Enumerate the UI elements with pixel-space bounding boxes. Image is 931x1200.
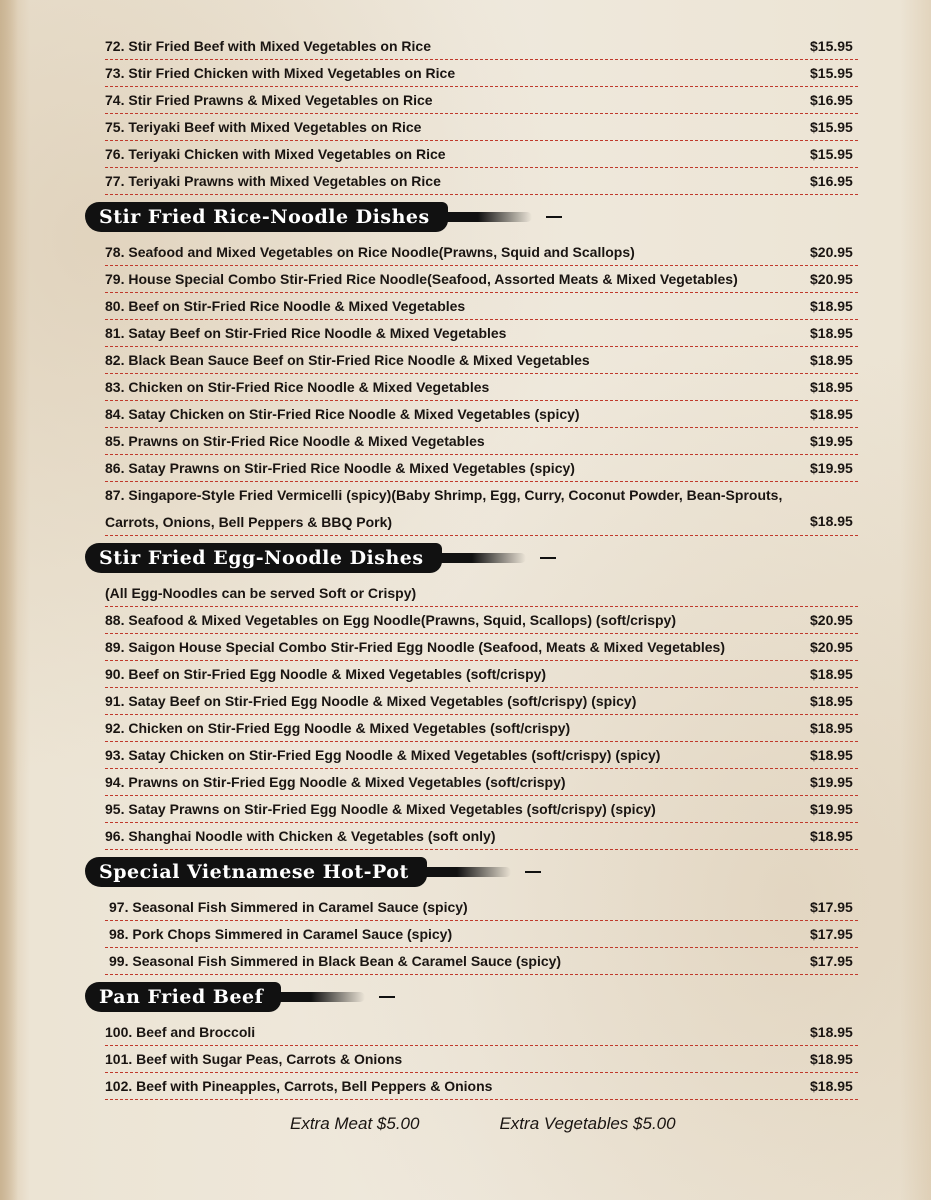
menu-item-name: 94. Prawns on Stir-Fried Egg Noodle & Mixed Vegetables (soft/crispy) (105, 774, 566, 790)
menu-item (105, 239, 858, 266)
menu-item-price: $18.95 (810, 406, 853, 422)
menu-item-name: 76. Teriyaki Chicken with Mixed Vegetables on Rice (105, 146, 446, 162)
menu-item (105, 60, 858, 87)
menu-item (105, 948, 858, 975)
menu-item (105, 688, 858, 715)
section-note (105, 580, 858, 607)
menu-item (105, 266, 858, 293)
menu-item (105, 401, 858, 428)
menu-item-price: $15.95 (810, 146, 853, 162)
menu-item (105, 769, 858, 796)
menu-item-name: 74. Stir Fried Prawns & Mixed Vegetables on Rice (105, 92, 433, 108)
menu-item (105, 455, 858, 482)
section-title: Special Vietnamese Hot-Pot (99, 861, 409, 883)
menu-item-name: 93. Satay Chicken on Stir-Fried Egg Noodle & Mixed Vegetables (soft/crispy) (spicy) (105, 747, 661, 763)
menu-item-price: $20.95 (810, 271, 853, 287)
menu-item (105, 796, 858, 823)
extras-line (290, 1114, 790, 1134)
extra-meat-text: Extra Meat $5.00 (290, 1114, 420, 1133)
section-title: Pan Fried Beef (99, 986, 264, 1008)
menu-item-price: $19.95 (810, 774, 853, 790)
brush-dash (546, 216, 562, 218)
menu-item (105, 1046, 858, 1073)
menu-item-name: 91. Satay Beef on Stir-Fried Egg Noodle & Mixed Vegetables (soft/crispy) (spicy) (105, 693, 637, 709)
menu-item-price: $20.95 (810, 612, 853, 628)
menu-item-price: $15.95 (810, 65, 853, 81)
menu-item-name: 86. Satay Prawns on Stir-Fried Rice Noodle & Mixed Vegetables (spicy) (105, 460, 575, 476)
menu-item (105, 742, 858, 769)
paper-edge (0, 0, 18, 1200)
menu-item-name: 87. Singapore-Style Fried Vermicelli (spicy)(Baby Shrimp, Egg, Curry, Coconut Powder, Bean-Sprouts, Carrots, Onions, Bell Peppers & BBQ Pork) (105, 487, 783, 530)
menu-item-price: $16.95 (810, 173, 853, 189)
menu-item-name: 75. Teriyaki Beef with Mixed Vegetables on Rice (105, 119, 422, 135)
menu-section (105, 33, 858, 195)
brush-streak (275, 992, 365, 1002)
menu-item (105, 428, 858, 455)
menu-item-price: $20.95 (810, 244, 853, 260)
menu-item (105, 482, 858, 536)
menu-section (99, 850, 858, 975)
menu-item-price: $18.95 (810, 1078, 853, 1094)
section-banner (85, 857, 427, 887)
menu-item-name: 95. Satay Prawns on Stir-Fried Egg Noodle & Mixed Vegetables (soft/crispy) (spicy) (105, 801, 656, 817)
menu-item (105, 823, 858, 850)
menu-item-name: 81. Satay Beef on Stir-Fried Rice Noodle & Mixed Vegetables (105, 325, 507, 341)
menu-item-name: 85. Prawns on Stir-Fried Rice Noodle & Mixed Vegetables (105, 433, 485, 449)
brush-streak (442, 212, 532, 222)
menu-item-price: $18.95 (810, 298, 853, 314)
section-header (99, 195, 858, 239)
menu-item-price: $18.95 (810, 747, 853, 763)
menu-item (105, 661, 858, 688)
menu-item (105, 1073, 858, 1100)
menu-item-name: 98. Pork Chops Simmered in Caramel Sauce (spicy) (109, 926, 453, 942)
menu-item (105, 320, 858, 347)
menu-item-price: $20.95 (810, 639, 853, 655)
menu-item-name: 102. Beef with Pineapples, Carrots, Bell Peppers & Onions (105, 1078, 493, 1094)
brush-streak (421, 867, 511, 877)
section-note-text: (All Egg-Noodles can be served Soft or Crispy) (105, 585, 417, 601)
section-title: Stir Fried Rice-Noodle Dishes (99, 206, 430, 228)
menu-item-name: 99. Seasonal Fish Simmered in Black Bean & Caramel Sauce (spicy) (109, 953, 562, 969)
menu-item-price: $18.95 (810, 1051, 853, 1067)
menu-item-name: 97. Seasonal Fish Simmered in Caramel Sauce (spicy) (109, 899, 468, 915)
menu-item (105, 114, 858, 141)
menu-item-price: $18.95 (810, 666, 853, 682)
brush-dash (525, 871, 541, 873)
menu-item-name: 88. Seafood & Mixed Vegetables on Egg Noodle(Prawns, Squid, Scallops) (soft/crispy) (105, 612, 676, 628)
menu-section (99, 536, 858, 850)
menu-item (105, 894, 858, 921)
menu-item-price: $18.95 (810, 1024, 853, 1040)
brush-dash (379, 996, 395, 998)
menu-item-name: 92. Chicken on Stir-Fried Egg Noodle & Mixed Vegetables (soft/crispy) (105, 720, 571, 736)
menu-section (99, 195, 858, 536)
menu-item (105, 87, 858, 114)
menu-item (105, 715, 858, 742)
brush-streak (436, 553, 526, 563)
menu-item-price: $18.95 (810, 513, 853, 529)
menu-item-name: 79. House Special Combo Stir-Fried Rice Noodle(Seafood, Assorted Meats & Mixed Vegetables) (105, 271, 738, 287)
menu-item (105, 293, 858, 320)
menu-item-name: 80. Beef on Stir-Fried Rice Noodle & Mixed Vegetables (105, 298, 466, 314)
menu-item-name: 78. Seafood and Mixed Vegetables on Rice Noodle(Prawns, Squid and Scallops) (105, 244, 635, 260)
menu-section (99, 975, 858, 1100)
menu-item (105, 1019, 858, 1046)
menu-item-price: $17.95 (810, 899, 853, 915)
menu-item-name: 89. Saigon House Special Combo Stir-Fried Egg Noodle (Seafood, Meats & Mixed Vegetables) (105, 639, 726, 655)
brush-dash (540, 557, 556, 559)
menu-item (105, 921, 858, 948)
menu-item-price: $17.95 (810, 953, 853, 969)
section-title: Stir Fried Egg-Noodle Dishes (99, 547, 424, 569)
menu-item-price: $18.95 (810, 828, 853, 844)
menu-item-price: $19.95 (810, 460, 853, 476)
menu-item-price: $18.95 (810, 379, 853, 395)
menu-item-name: 100. Beef and Broccoli (105, 1024, 256, 1040)
menu-item (105, 141, 858, 168)
menu-item-name: 96. Shanghai Noodle with Chicken & Vegetables (soft only) (105, 828, 496, 844)
section-header (99, 850, 858, 894)
menu-item (105, 347, 858, 374)
menu-item-name: 83. Chicken on Stir-Fried Rice Noodle & Mixed Vegetables (105, 379, 490, 395)
menu-item-name: 77. Teriyaki Prawns with Mixed Vegetables on Rice (105, 173, 441, 189)
menu-item-price: $18.95 (810, 325, 853, 341)
menu-item-name: 82. Black Bean Sauce Beef on Stir-Fried Rice Noodle & Mixed Vegetables (105, 352, 590, 368)
menu-item (105, 168, 858, 195)
menu-item-price: $19.95 (810, 433, 853, 449)
menu-item-price: $19.95 (810, 801, 853, 817)
menu-item-name: 72. Stir Fried Beef with Mixed Vegetables on Rice (105, 38, 431, 54)
menu-item-price: $18.95 (810, 693, 853, 709)
section-header (99, 975, 858, 1019)
menu-item-price: $18.95 (810, 720, 853, 736)
menu-item-price: $18.95 (810, 352, 853, 368)
menu-item-price: $17.95 (810, 926, 853, 942)
section-banner (85, 982, 281, 1012)
menu-content (99, 33, 858, 1100)
menu-item (105, 634, 858, 661)
menu-item (105, 607, 858, 634)
menu-item (105, 33, 858, 60)
menu-item-price: $15.95 (810, 38, 853, 54)
menu-item-price: $16.95 (810, 92, 853, 108)
section-banner (85, 202, 448, 232)
menu-item-name: 90. Beef on Stir-Fried Egg Noodle & Mixed Vegetables (soft/crispy) (105, 666, 547, 682)
extra-vegetables-text: Extra Vegetables $5.00 (499, 1114, 676, 1133)
section-header (99, 536, 858, 580)
menu-item-price: $15.95 (810, 119, 853, 135)
menu-item-name: 84. Satay Chicken on Stir-Fried Rice Noodle & Mixed Vegetables (spicy) (105, 406, 580, 422)
section-banner (85, 543, 442, 573)
menu-item-name: 101. Beef with Sugar Peas, Carrots & Onions (105, 1051, 403, 1067)
menu-item-name: 73. Stir Fried Chicken with Mixed Vegetables on Rice (105, 65, 456, 81)
menu-item (105, 374, 858, 401)
